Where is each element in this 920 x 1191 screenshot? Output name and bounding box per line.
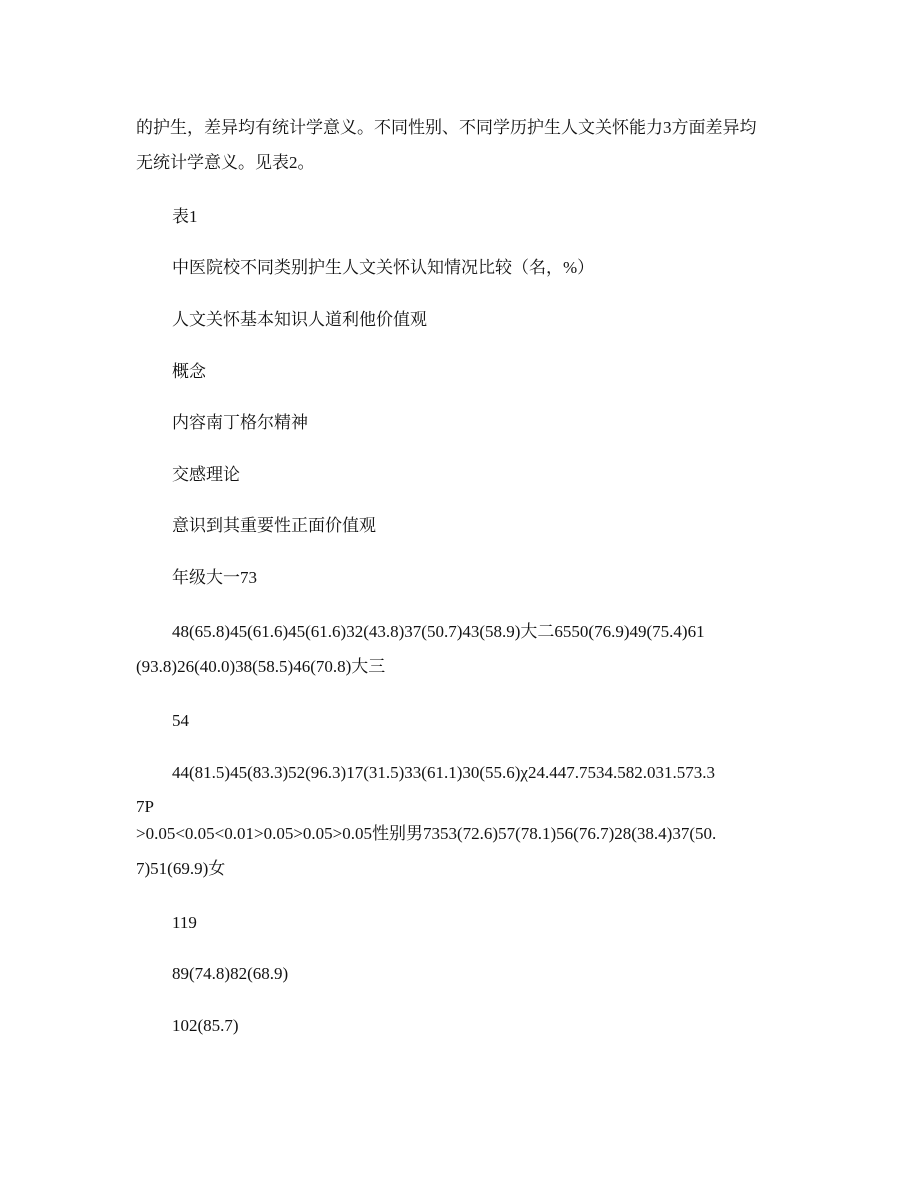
paragraph-line-1: 的护生，差异均有统计学意义。不同性别、不同学历护生人文关怀能力3方面差异均 (136, 118, 757, 137)
table-data-line-3: 54 (172, 711, 189, 730)
table-data-line-6: >0.05<0.05<0.01>0.05>0.05>0.05性别男7353(72.6)57(78.1)56(76.7)28(38.4)37(50. (136, 824, 717, 843)
table-data-line-7: 7)51(69.9)女 (136, 859, 226, 878)
table-data-line-4: 44(81.5)45(83.3)52(96.3)17(31.5)33(61.1)30(55.6)χ24.447.7534.582.031.573.3 (172, 763, 715, 782)
table-data-line-10: 102(85.7) (172, 1016, 239, 1035)
table-header-line-4: 交感理论 (172, 465, 240, 484)
table-data-line-9: 89(74.8)82(68.9) (172, 964, 289, 983)
table-row-grade-freshman: 年级大一73 (172, 568, 257, 587)
table-data-line-2: (93.8)26(40.0)38(58.5)46(70.8)大三 (136, 657, 386, 676)
table-header-line-3: 内容南丁格尔精神 (172, 413, 308, 432)
table-header-line-1: 人文关怀基本知识人道利他价值观 (172, 310, 427, 329)
paragraph-line-2: 无统计学意义。见表2。 (136, 153, 315, 172)
table-data-line-1: 48(65.8)45(61.6)45(61.6)32(43.8)37(50.7)43(58.9)大二6550(76.9)49(75.4)61 (172, 622, 705, 641)
table-header-line-2: 概念 (172, 362, 206, 381)
table-header-line-5: 意识到其重要性正面价值观 (172, 516, 376, 535)
table-title: 中医院校不同类别护生人文关怀认知情况比较（名，%） (172, 258, 595, 277)
table-data-line-8: 119 (172, 913, 197, 932)
table-label: 表1 (172, 207, 198, 226)
table-data-line-5: 7P (136, 797, 154, 816)
